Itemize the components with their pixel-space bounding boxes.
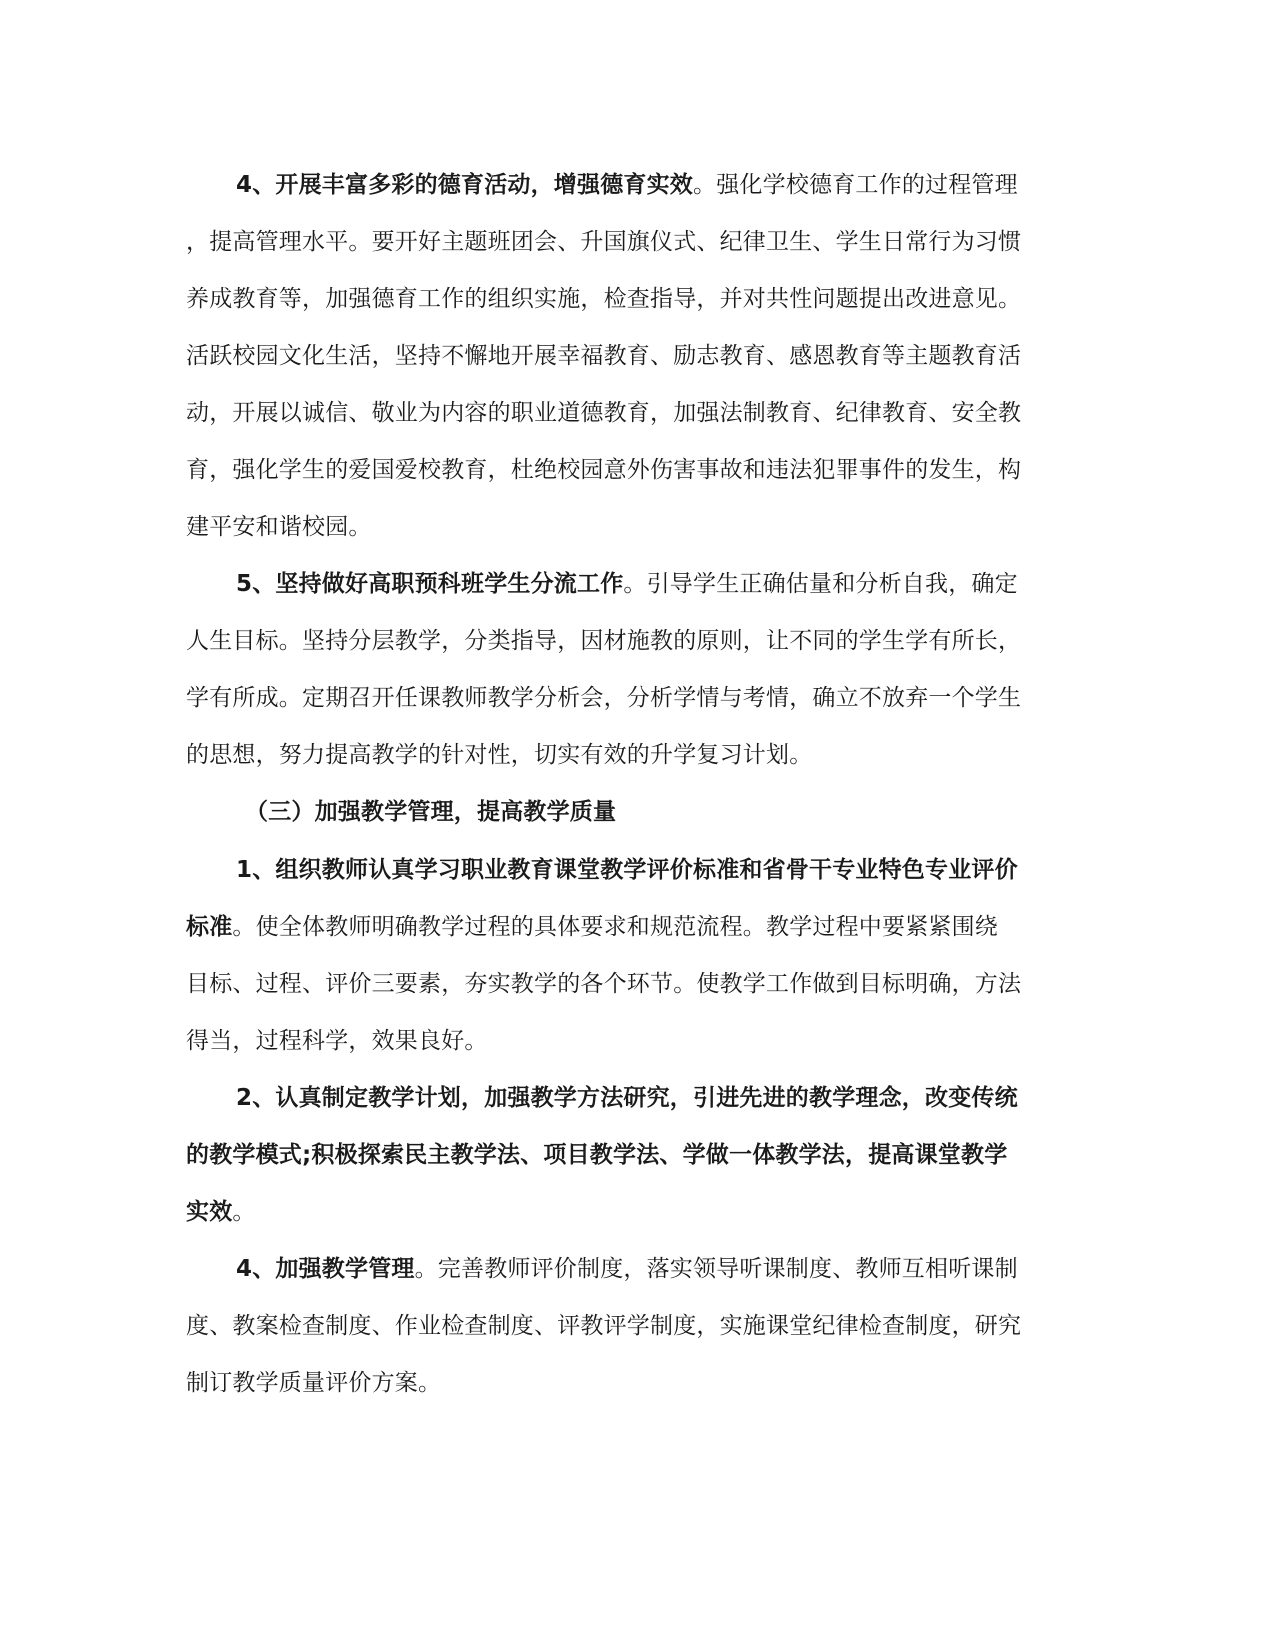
bold-heading: 实效 (186, 1199, 233, 1225)
body-text: 目标、过程、评价三要素，夯实教学的各个环节。使教学工作做到目标明确，方法 (186, 971, 1022, 997)
paragraph-line (186, 907, 1086, 947)
bold-heading: 4、开展丰富多彩的德育活动，增强德育实效 (236, 172, 694, 198)
body-text: 的思想，努力提高教学的针对性，切实有效的升学复习计划。 (186, 742, 813, 768)
bold-heading: 2、认真制定教学计划，加强教学方法研究，引进先进的教学理念，改变传统 (236, 1085, 1018, 1111)
paragraph-line (186, 222, 1086, 262)
paragraph-line (186, 336, 1086, 376)
body-text: 育，强化学生的爱国爱校教育，杜绝校园意外伤害事故和违法犯罪事件的发生，构 (186, 457, 1022, 483)
body-text: 。引导学生正确估量和分析自我，确定 (623, 571, 1018, 597)
bold-heading: 标准 (186, 914, 233, 940)
paragraph-line (186, 678, 1086, 718)
body-text: 。使全体教师明确教学过程的具体要求和规范流程。教学过程中要紧紧围绕 (232, 914, 999, 940)
paragraph-line (236, 1249, 1136, 1289)
paragraph-line (186, 1135, 1086, 1175)
bold-heading: 1、组织教师认真学习职业教育课堂教学评价标准和省骨干专业特色专业评价 (236, 857, 1018, 883)
paragraph-line (236, 165, 1136, 205)
body-text: 活跃校园文化生活，坚持不懈地开展幸福教育、励志教育、感恩教育等主题教育活 (186, 343, 1022, 369)
paragraph-line (236, 850, 1136, 890)
body-text: 建平安和谐校园。 (186, 514, 372, 540)
body-text: 养成教育等，加强德育工作的组织实施，检查指导，并对共性问题提出改进意见。 (186, 286, 1022, 312)
paragraph-line (186, 1192, 1086, 1232)
paragraph-line (186, 621, 1086, 661)
paragraph-line (186, 735, 1086, 775)
body-text: ，提高管理水平。要开好主题班团会、升国旗仪式、纪律卫生、学生日常行为习惯 (186, 229, 1022, 255)
paragraph-line (186, 1021, 1086, 1061)
paragraph-line (186, 450, 1086, 490)
bold-heading: 的教学模式;积极探索民主教学法、项目教学法、学做一体教学法，提高课堂教学 (186, 1142, 1008, 1168)
paragraph-line (186, 393, 1086, 433)
body-text: 人生目标。坚持分层教学，分类指导，因材施教的原则，让不同的学生学有所长， (186, 628, 1022, 654)
paragraph-line (236, 564, 1136, 604)
body-text: 学有所成。定期召开任课教师教学分析会，分析学情与考情，确立不放弃一个学生 (186, 685, 1022, 711)
body-text: 。 (232, 1199, 256, 1225)
body-text: 制订教学质量评价方案。 (186, 1370, 442, 1396)
body-text: 。强化学校德育工作的过程管理 (693, 172, 1018, 198)
body-text: 度、教案检查制度、作业检查制度、评教评学制度，实施课堂纪律检查制度，研究 (186, 1313, 1022, 1339)
section-heading (245, 792, 1145, 832)
bold-heading: （三）加强教学管理，提高教学质量 (245, 799, 617, 825)
paragraph-line (186, 1306, 1086, 1346)
paragraph-line (186, 507, 1086, 547)
paragraph-line (186, 279, 1086, 319)
body-text: 得当，过程科学，效果良好。 (186, 1028, 488, 1054)
paragraph-line (186, 964, 1086, 1004)
body-text: 动，开展以诚信、敬业为内容的职业道德教育，加强法制教育、纪律教育、安全教 (186, 400, 1022, 426)
bold-heading: 4、加强教学管理 (236, 1256, 415, 1282)
paragraph-line (236, 1078, 1136, 1118)
paragraph-line (186, 1363, 1086, 1403)
body-text: 。完善教师评价制度，落实领导听课制度、教师互相听课制 (414, 1256, 1018, 1282)
bold-heading: 5、坚持做好高职预科班学生分流工作 (236, 571, 624, 597)
